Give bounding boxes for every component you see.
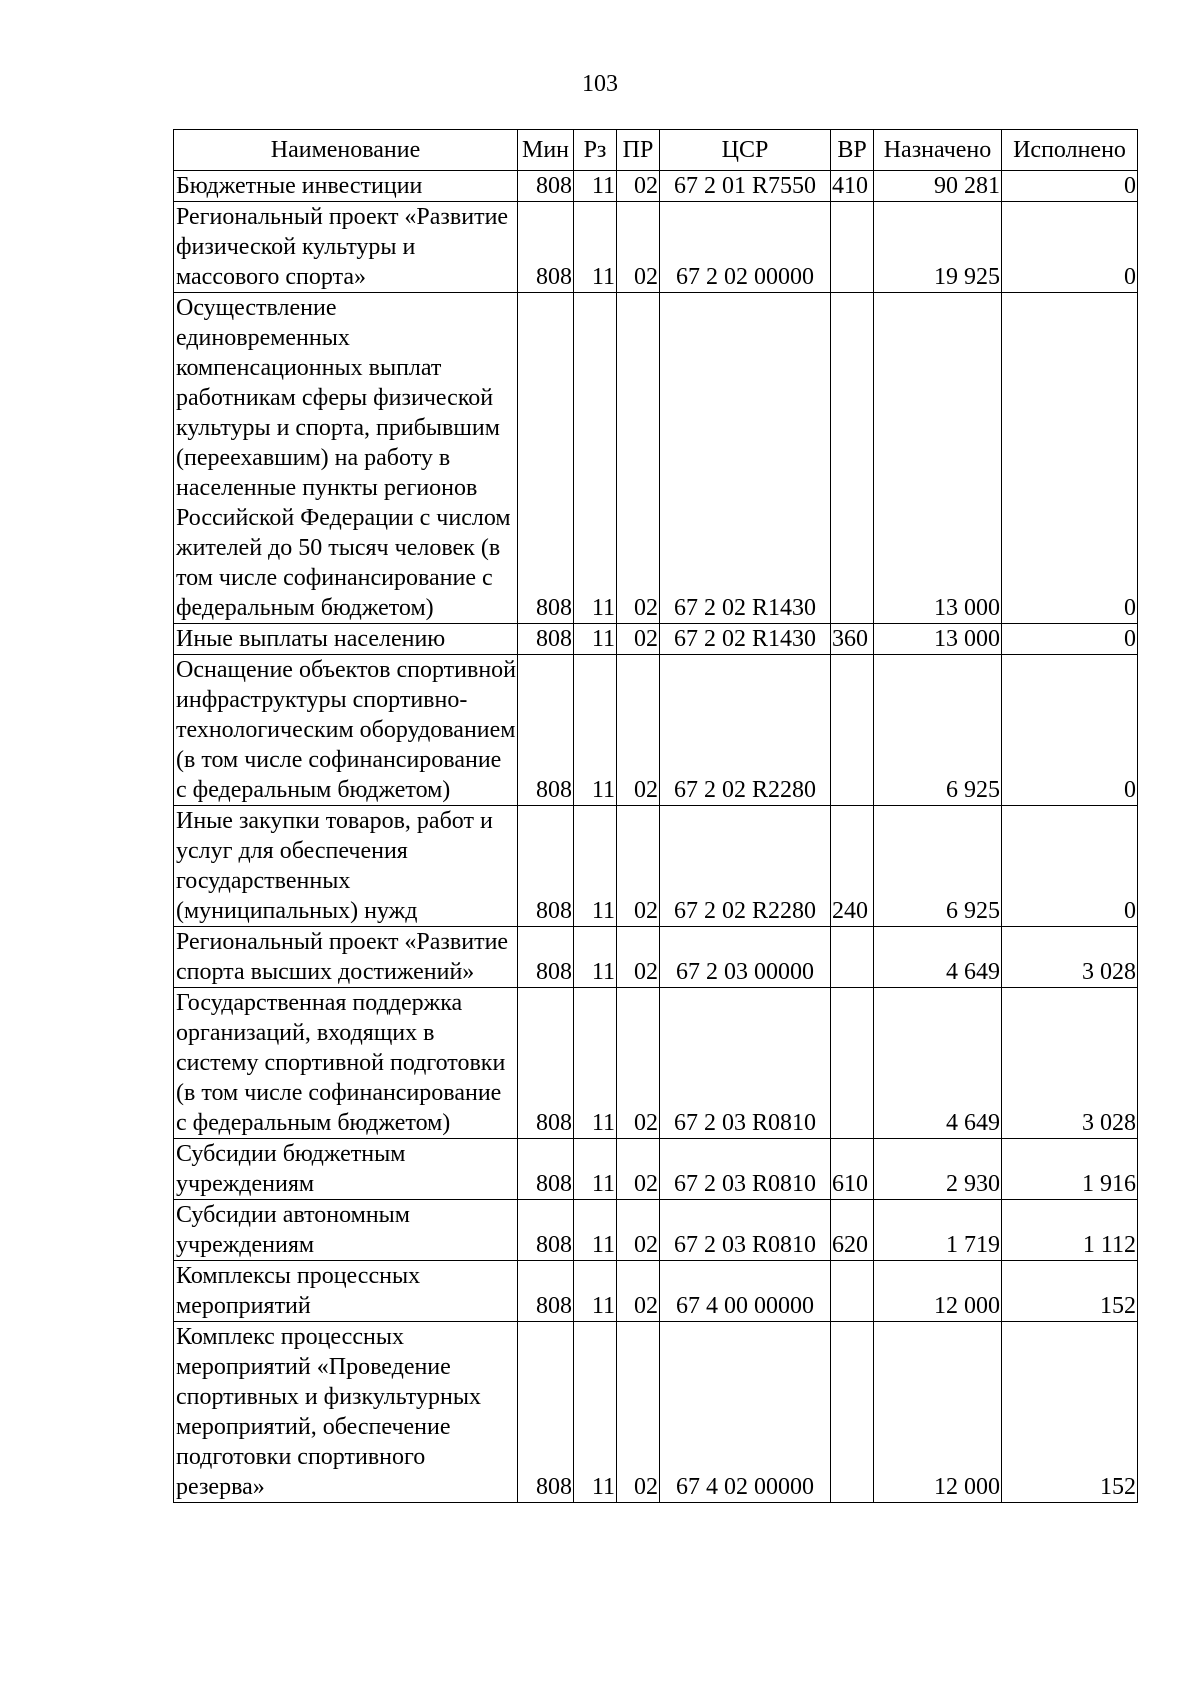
cell-min: 808 [518,927,574,988]
cell-assigned: 2 930 [874,1139,1002,1200]
header-vr: ВР [831,130,874,171]
cell-vr: 610 [831,1139,874,1200]
cell-csr: 67 2 03 R0810 [660,1139,831,1200]
cell-csr: 67 4 02 00000 [660,1322,831,1503]
cell-name: Иные закупки товаров, работ и услуг для обеспечения государственных (муниципальных) нужд [174,806,518,927]
cell-assigned: 12 000 [874,1322,1002,1503]
cell-executed: 152 [1002,1261,1138,1322]
cell-executed: 3 028 [1002,988,1138,1139]
cell-vr [831,202,874,293]
cell-assigned: 4 649 [874,927,1002,988]
cell-name: Региональный проект «Развитие спорта высших достижений» [174,927,518,988]
cell-pr: 02 [617,202,660,293]
header-rz: Рз [574,130,617,171]
cell-min: 808 [518,988,574,1139]
cell-executed: 0 [1002,171,1138,202]
table-row [174,202,1138,293]
cell-csr: 67 2 02 R2280 [660,655,831,806]
cell-min: 808 [518,624,574,655]
cell-name: Бюджетные инвестиции [174,171,518,202]
cell-executed: 0 [1002,806,1138,927]
cell-csr: 67 4 00 00000 [660,1261,831,1322]
cell-pr: 02 [617,1261,660,1322]
cell-vr: 410 [831,171,874,202]
table-row [174,655,1138,806]
cell-executed: 152 [1002,1322,1138,1503]
cell-csr: 67 2 02 00000 [660,202,831,293]
cell-rz: 11 [574,171,617,202]
cell-min: 808 [518,655,574,806]
cell-vr [831,927,874,988]
table-row [174,1322,1138,1503]
cell-rz: 11 [574,655,617,806]
cell-vr [831,655,874,806]
table-row [174,988,1138,1139]
table-row [174,1261,1138,1322]
cell-csr: 67 2 02 R1430 [660,293,831,624]
cell-rz: 11 [574,624,617,655]
cell-vr [831,1322,874,1503]
cell-rz: 11 [574,1200,617,1261]
cell-min: 808 [518,1200,574,1261]
cell-assigned: 6 925 [874,806,1002,927]
cell-name: Комплексы процессных мероприятий [174,1261,518,1322]
cell-min: 808 [518,202,574,293]
cell-name: Иные выплаты населению [174,624,518,655]
table-header-row [174,130,1138,171]
cell-assigned: 6 925 [874,655,1002,806]
cell-csr: 67 2 02 R1430 [660,624,831,655]
table-row [174,1139,1138,1200]
cell-name: Осуществление единовременных компенсационных выплат работникам сферы физической культуры и спорта, прибывшим (переехавшим) на работу в населенные пункты регионов Российской Федерации с числом жителей до 50 тысяч человек (в том числе софинансирование с федеральным бюджетом) [174,293,518,624]
cell-name: Оснащение объектов спортивной инфраструктуры спортивно-технологическим оборудованием (в том числе софинансирование с федеральным бюджетом) [174,655,518,806]
cell-name: Государственная поддержка организаций, входящих в систему спортивной подготовки (в том числе софинансирование с федеральным бюджетом) [174,988,518,1139]
header-min: Мин [518,130,574,171]
cell-rz: 11 [574,806,617,927]
cell-executed: 0 [1002,293,1138,624]
table-row [174,806,1138,927]
cell-pr: 02 [617,806,660,927]
cell-rz: 11 [574,1322,617,1503]
cell-assigned: 12 000 [874,1261,1002,1322]
cell-executed: 0 [1002,624,1138,655]
cell-pr: 02 [617,655,660,806]
cell-vr [831,988,874,1139]
cell-pr: 02 [617,1139,660,1200]
cell-name: Субсидии автономным учреждениям [174,1200,518,1261]
table-row [174,1200,1138,1261]
cell-assigned: 90 281 [874,171,1002,202]
cell-vr: 360 [831,624,874,655]
cell-vr: 240 [831,806,874,927]
cell-min: 808 [518,1139,574,1200]
cell-vr [831,1261,874,1322]
cell-executed: 1 112 [1002,1200,1138,1261]
cell-rz: 11 [574,927,617,988]
cell-assigned: 13 000 [874,624,1002,655]
table-row [174,927,1138,988]
cell-name: Комплекс процессных мероприятий «Проведение спортивных и физкультурных мероприятий, обеспечение подготовки спортивного резерва» [174,1322,518,1503]
cell-csr: 67 2 01 R7550 [660,171,831,202]
cell-pr: 02 [617,1200,660,1261]
cell-rz: 11 [574,1261,617,1322]
cell-executed: 0 [1002,655,1138,806]
cell-min: 808 [518,171,574,202]
page-number: 103 [582,71,618,97]
table-row [174,293,1138,624]
cell-min: 808 [518,1261,574,1322]
cell-executed: 0 [1002,202,1138,293]
cell-assigned: 4 649 [874,988,1002,1139]
cell-pr: 02 [617,1322,660,1503]
cell-csr: 67 2 03 R0810 [660,988,831,1139]
cell-rz: 11 [574,293,617,624]
cell-assigned: 19 925 [874,202,1002,293]
table-row [174,171,1138,202]
header-pr: ПР [617,130,660,171]
cell-csr: 67 2 03 R0810 [660,1200,831,1261]
cell-pr: 02 [617,293,660,624]
cell-pr: 02 [617,171,660,202]
cell-rz: 11 [574,988,617,1139]
header-name: Наименование [174,130,518,171]
cell-pr: 02 [617,988,660,1139]
cell-csr: 67 2 03 00000 [660,927,831,988]
cell-rz: 11 [574,202,617,293]
cell-min: 808 [518,293,574,624]
cell-assigned: 1 719 [874,1200,1002,1261]
cell-min: 808 [518,1322,574,1503]
header-csr: ЦСР [660,130,831,171]
cell-pr: 02 [617,624,660,655]
cell-min: 808 [518,806,574,927]
cell-csr: 67 2 02 R2280 [660,806,831,927]
cell-executed: 1 916 [1002,1139,1138,1200]
header-executed: Исполнено [1002,130,1138,171]
cell-vr: 620 [831,1200,874,1261]
cell-name: Региональный проект «Развитие физической культуры и массового спорта» [174,202,518,293]
cell-executed: 3 028 [1002,927,1138,988]
table-row [174,624,1138,655]
cell-rz: 11 [574,1139,617,1200]
cell-assigned: 13 000 [874,293,1002,624]
cell-vr [831,293,874,624]
budget-table [173,129,1138,1503]
cell-pr: 02 [617,927,660,988]
cell-name: Субсидии бюджетным учреждениям [174,1139,518,1200]
header-assigned: Назначено [874,130,1002,171]
